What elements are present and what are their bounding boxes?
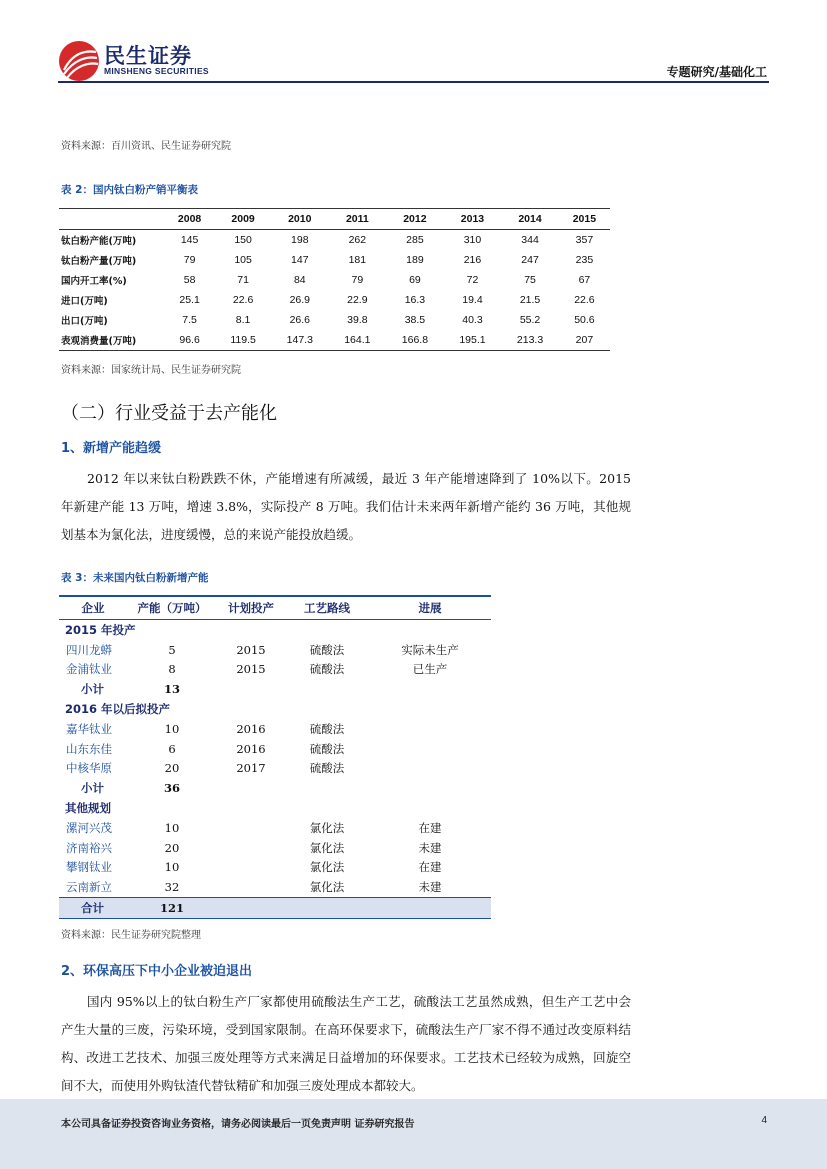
table2-col-header: 2014 [501, 209, 559, 230]
table2-cell: 79 [183, 254, 196, 266]
table3-source: 资料来源：民生证券研究院整理 [61, 930, 201, 941]
table3-cell: 5 [168, 642, 176, 657]
subsection-2-paragraph: 国内 95%以上的钛白粉生产厂家都使用硫酸法生产工艺，硫酸法工艺虽然成熟，但生产工艺中会产生大量的三废，污染环境，受到国家限制。在高环保要求下，硫酸法生产厂家不得不通过改变原料结构、改进工艺技术、加强三废处理等方式来满足日益增加的环保要求。工艺技术已经较为成熟，回旋空间不大，而使用外购钛渣代替钛精矿和加强三废处理成本都较大。 [61, 994, 631, 1093]
table2-cell: 213.3 [501, 330, 559, 351]
table3-cell [217, 858, 285, 878]
table3-subtotal-row [59, 679, 491, 699]
table2-caption: 表 2：国内钛白粉产销平衡表 [61, 184, 198, 196]
table2-row [59, 290, 610, 310]
table2-col-header: 2009 [215, 209, 271, 230]
table3-cell: 2016 [236, 721, 266, 736]
table2-cell: 105 [234, 254, 252, 266]
table2-cell: 40.3 [462, 314, 483, 326]
table3-col-header: 产能（万吨） [127, 596, 217, 620]
table3-cell: 2017 [236, 761, 266, 776]
table2-cell: 285 [406, 234, 424, 246]
table3-company: 云南新立 [66, 880, 112, 895]
table3-cell: 硫酸法 [309, 662, 345, 677]
table3-row [59, 719, 491, 739]
table3-subtotal-label: 小计 [81, 781, 104, 796]
table3-cell [369, 759, 491, 779]
table2-row-label: 钛白粉产能(万吨) [61, 236, 137, 247]
table3-cell [217, 877, 285, 897]
table3-subtotal-value: 13 [163, 682, 180, 697]
table3-cell: 氯化法 [309, 840, 345, 855]
table3-cell: 2015 [236, 642, 266, 657]
brand-name-en: MINSHENG SECURITIES [104, 66, 209, 76]
table3-row [59, 640, 491, 660]
table3-row [59, 759, 491, 779]
table2-col-header: 2010 [271, 209, 329, 230]
section-title: （二）行业受益于去产能化 [61, 403, 277, 424]
table3-row [59, 660, 491, 680]
table2-col-header: 2008 [164, 209, 215, 230]
table3-col-header: 进展 [369, 596, 491, 620]
table3-empty-cell [217, 679, 285, 699]
table3-cell [217, 818, 285, 838]
table3-empty-cell [285, 778, 369, 798]
table2-cell: 119.5 [215, 330, 271, 351]
table3-total-label: 合计 [59, 898, 127, 919]
table2-cell: 26.9 [289, 294, 310, 306]
table3-header-row [59, 596, 491, 620]
table2-cell: 235 [575, 254, 594, 266]
table3-col-header: 计划投产 [217, 596, 285, 620]
table3-empty-cell [285, 898, 369, 919]
table2-cell: 79 [351, 274, 364, 286]
table2-row [59, 250, 610, 270]
table2-cell: 198 [291, 234, 309, 246]
table2-cell: 189 [406, 254, 424, 266]
table2-cell: 207 [559, 330, 610, 351]
table2-cell: 50.6 [574, 314, 595, 326]
table3-cell: 在建 [418, 820, 442, 835]
table3-company: 嘉华钛业 [66, 721, 112, 736]
table2-cell: 147.3 [271, 330, 329, 351]
table2-cell: 357 [575, 234, 594, 246]
table2-source: 资料来源：国家统计局、民生证券研究院 [61, 365, 241, 376]
table3-group-title: 2015 年投产 [65, 622, 136, 637]
page-number: 4 [761, 1115, 767, 1126]
table2-col-header: 2015 [559, 209, 610, 230]
table3-row [59, 739, 491, 759]
table3-subtotal-value: 36 [163, 781, 180, 796]
table3-group-row [59, 798, 491, 818]
table3-cell: 硫酸法 [309, 721, 345, 736]
table3-group-title: 2016 年以后拟投产 [65, 702, 171, 717]
table2-cell: 25.1 [179, 294, 200, 306]
table3-subtotal-row [59, 778, 491, 798]
table3-company: 济南裕兴 [66, 840, 112, 855]
table3-empty-cell [369, 898, 491, 919]
table2-row [59, 310, 610, 330]
table2-cell: 39.8 [347, 314, 368, 326]
table2-cell: 26.6 [289, 314, 310, 326]
table2-cell: 22.6 [574, 294, 595, 306]
table2-cell: 145 [180, 234, 199, 246]
source-note-1: 资料来源：百川资讯、民生证券研究院 [61, 141, 231, 152]
table2-row [59, 230, 610, 251]
table3-cell: 氯化法 [309, 880, 345, 895]
table3-row [59, 838, 491, 858]
table3-cell: 氯化法 [309, 820, 345, 835]
table3-cell: 硫酸法 [309, 761, 345, 776]
table2-corner [59, 209, 164, 230]
footer-disclaimer: 本公司具备证券投资咨询业务资格，请务必阅读最后一页免责声明 证券研究报告 [61, 1119, 415, 1130]
table3-cell: 2015 [236, 662, 266, 677]
table3-cell [217, 838, 285, 858]
table2-cell: 181 [348, 254, 367, 266]
table2-header-row [59, 209, 610, 230]
table3-cell: 2016 [236, 741, 266, 756]
table3-subtotal-label: 小计 [81, 682, 104, 697]
table3-cell: 硫酸法 [309, 741, 345, 756]
table3-company: 漯河兴茂 [66, 820, 112, 835]
table2-cell: 8.1 [235, 314, 251, 326]
table2-cell: 344 [521, 234, 539, 246]
table3-cell [369, 719, 491, 739]
brand-name-cn: 民生证券 [104, 44, 192, 68]
table2-row [59, 330, 610, 351]
table3-empty-cell [369, 679, 491, 699]
table3-cell: 已生产 [412, 662, 448, 677]
table3-group-row [59, 620, 491, 640]
subsection-1-title: 1、新增产能趋缓 [61, 441, 162, 456]
table2-cell: 55.2 [519, 314, 541, 326]
table2-row-label: 出口(万吨) [61, 316, 108, 327]
table3-cell: 10 [164, 820, 180, 835]
table3-empty-cell [285, 679, 369, 699]
table3-col-header: 工艺路线 [285, 596, 369, 620]
table3-row [59, 818, 491, 838]
table3-company: 攀钢钛业 [66, 860, 112, 875]
table2-supply-demand [59, 208, 610, 351]
table3-cell: 32 [164, 880, 180, 895]
table3-cell: 10 [164, 721, 180, 736]
table3-total-row [59, 898, 491, 919]
page-header [0, 0, 827, 85]
table2-row-label: 钛白粉产量(万吨) [61, 256, 137, 267]
table2-cell: 147 [291, 254, 309, 266]
table2-cell: 38.5 [404, 314, 426, 326]
table2-cell: 71 [237, 274, 249, 286]
table3-cell: 氯化法 [309, 860, 345, 875]
table3-cell: 10 [164, 860, 180, 875]
table2-cell: 67 [578, 274, 591, 286]
table2-cell: 216 [463, 254, 482, 266]
subsection-1-paragraph: 2012 年以来钛白粉跌跌不休，产能增速有所减缓，最近 3 年产能增速降到了 10%以下。2015 年新建产能 13 万吨，增速 3.8%，实际投产 8 万吨。我们估计未来两年新增产能约 36 万吨，其他规划基本为氯化法，进度缓慢，总的来说产能投放趋缓。 [61, 471, 631, 542]
table2-cell: 22.6 [232, 294, 254, 306]
table3-cell: 6 [168, 741, 176, 756]
table2-cell: 164.1 [329, 330, 387, 351]
table2-cell: 19.4 [462, 294, 483, 306]
table2-cell: 16.3 [404, 294, 426, 306]
table2-cell: 72 [466, 274, 479, 286]
table3-company: 山东东佳 [66, 741, 112, 756]
header-divider [58, 81, 769, 83]
table2-cell: 262 [348, 234, 367, 246]
table3-cell: 8 [168, 662, 176, 677]
table2-cell: 150 [234, 234, 252, 246]
table3-company: 中核华原 [66, 761, 112, 776]
table2-cell: 22.9 [347, 294, 368, 306]
table3-company: 四川龙蟒 [66, 642, 112, 657]
table3-cell: 实际未生产 [401, 642, 459, 657]
table2-row-label: 进口(万吨) [61, 296, 108, 307]
table2-cell: 69 [409, 274, 421, 286]
table3-row [59, 877, 491, 897]
minsheng-logo-icon [58, 40, 100, 82]
table3-cell: 硫酸法 [309, 642, 345, 657]
table2-cell: 84 [293, 274, 306, 286]
table3-new-capacity [59, 595, 491, 919]
table2-row [59, 270, 610, 290]
table3-row [59, 858, 491, 878]
table2-row-label: 国内开工率(%) [61, 276, 127, 287]
page-footer [0, 1099, 827, 1169]
table3-col-header: 企业 [59, 596, 127, 620]
table2-col-header: 2012 [386, 209, 444, 230]
table3-cell: 20 [164, 761, 180, 776]
table3-total-value: 121 [127, 898, 217, 919]
table2-cell: 247 [521, 254, 539, 266]
table3-group-row [59, 699, 491, 719]
table3-empty-cell [217, 778, 285, 798]
table3-company: 金浦钛业 [66, 662, 112, 677]
table3-cell: 20 [164, 840, 180, 855]
table3-cell [369, 739, 491, 759]
table2-cell: 75 [524, 274, 536, 286]
table2-cell: 21.5 [519, 294, 541, 306]
table2-cell: 96.6 [164, 330, 215, 351]
table2-col-header: 2013 [444, 209, 502, 230]
table2-cell: 58 [183, 274, 196, 286]
table2-cell: 195.1 [444, 330, 502, 351]
table2-cell: 7.5 [182, 314, 197, 326]
table3-empty-cell [369, 778, 491, 798]
table3-cell: 未建 [418, 840, 442, 855]
table2-row-label: 表观消费量(万吨) [59, 330, 164, 351]
table3-empty-cell [217, 898, 285, 919]
table3-caption: 表 3：未来国内钛白粉新增产能 [61, 572, 209, 584]
table2-cell: 166.8 [386, 330, 444, 351]
table2-col-header: 2011 [329, 209, 387, 230]
table2-cell: 310 [463, 234, 482, 246]
report-type: 专题研究/基础化工 [666, 65, 767, 79]
subsection-2-title: 2、环保高压下中小企业被迫退出 [61, 964, 253, 979]
table3-group-title: 其他规划 [65, 801, 111, 816]
table3-cell: 在建 [418, 860, 442, 875]
table3-cell: 未建 [418, 880, 442, 895]
